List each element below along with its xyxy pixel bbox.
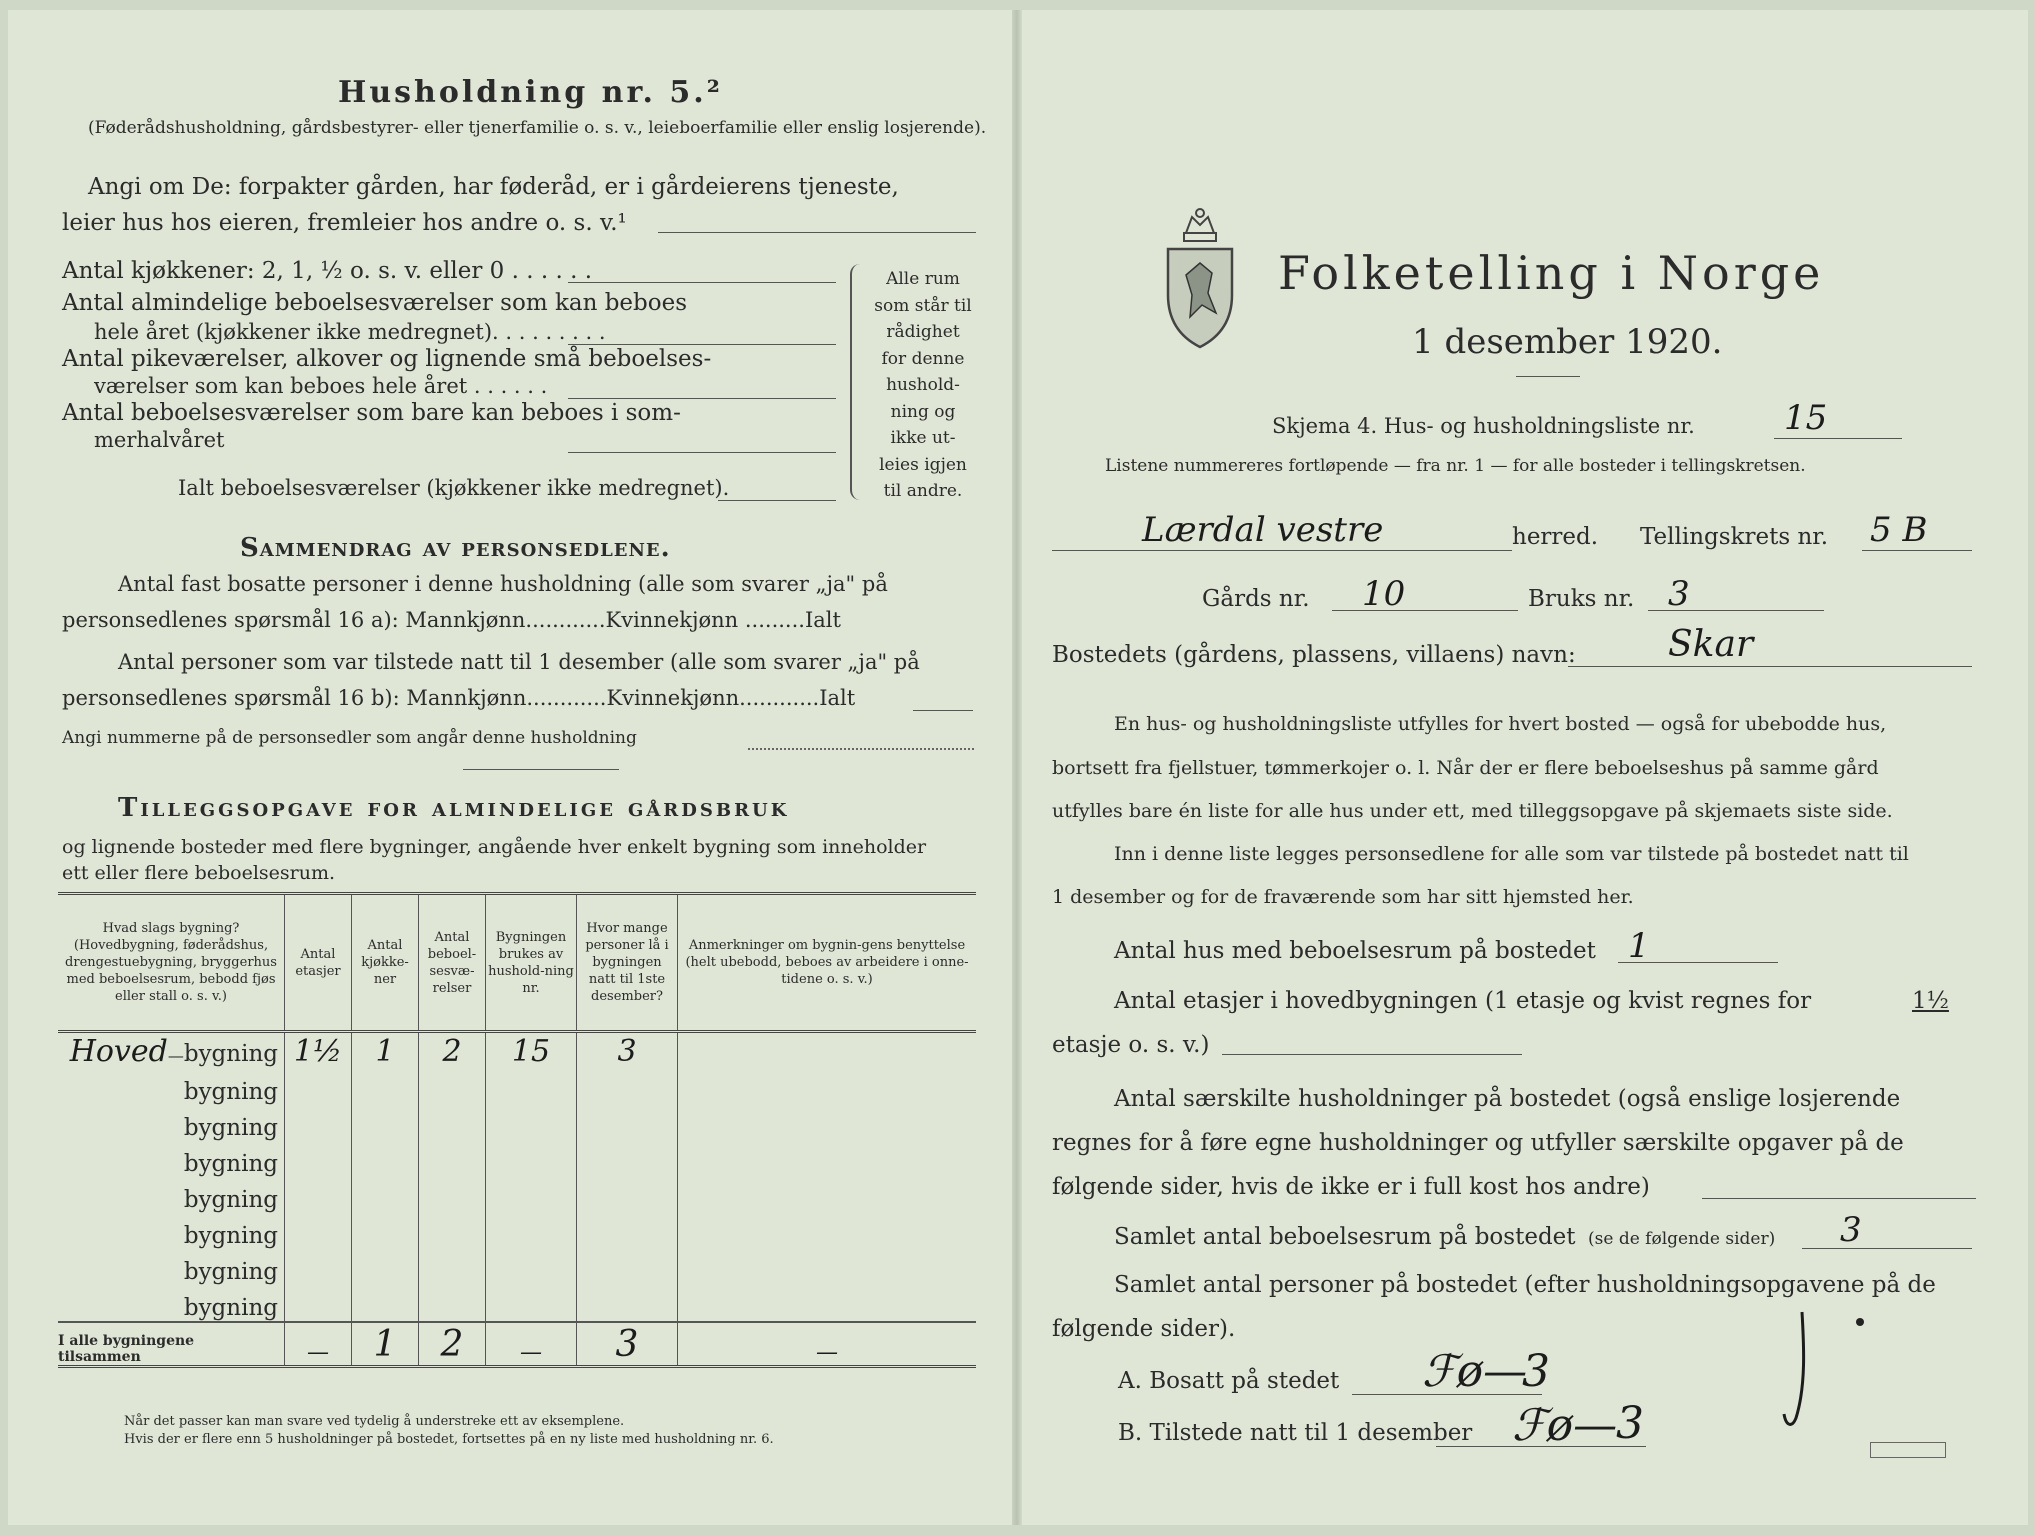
footnote-2: Hvis der er flere enn 5 husholdninger på bostedet, fortsettes på en ny liste med husholdning nr. 6. (124, 1432, 774, 1447)
col-header-kitchens: Antal kjøkke-ner (352, 894, 419, 1032)
col-header-floors: Antal etasjer (285, 894, 352, 1032)
floors-cell[interactable] (285, 1141, 352, 1177)
kitchens-cell[interactable] (352, 1213, 419, 1249)
rooms-3a: Antal beboelsesværelser som bare kan beboes i som- (62, 400, 681, 426)
table-row (58, 1213, 976, 1249)
side-note (868, 266, 978, 505)
total-label: I alle bygningene tilsammen (58, 1332, 195, 1365)
angi-line-2: leier hus hos eieren, fremleier hos andre o. s. v.¹ (62, 210, 627, 236)
building-suffix: bygning (183, 1041, 278, 1067)
form-title: Folketelling i Norge (1278, 246, 1825, 300)
building-type-cell[interactable] (58, 1105, 285, 1141)
herred-label: herred. (1512, 524, 1599, 550)
persons-cell[interactable] (577, 1177, 678, 1213)
rooms-cell[interactable] (419, 1141, 486, 1177)
krets-label: Tellingskrets nr. (1640, 524, 1829, 550)
floors-cell[interactable] (285, 1249, 352, 1285)
rooms-1a: Antal almindelige beboelsesværelser som kan beboes (62, 290, 688, 316)
handwritten-check-mark (1762, 1306, 1822, 1436)
summary-b-total-line[interactable] (913, 710, 973, 711)
building-suffix: bygning (183, 1223, 278, 1249)
instruction-3: utfylles bare én liste for alle hus under ett, med tilleggsopgave på skjemaets siste side. (1052, 800, 1893, 822)
rooms-2b: værelser som kan beboes hele året . . . . . . (94, 374, 548, 398)
rooms-total-answer-line[interactable] (718, 500, 836, 501)
footnote-1: Når det passer kan man svare ved tydelig å understreke ett av eksemplene. (124, 1414, 625, 1429)
side-note-line: Alle rum (886, 269, 960, 289)
present-line (1436, 1446, 1646, 1447)
persons-cell[interactable] (577, 1285, 678, 1322)
q-rooms-value[interactable]: 3 (1840, 1210, 1862, 1250)
household-title: Husholdning nr. 5.² (338, 75, 723, 110)
floors-cell[interactable] (285, 1105, 352, 1141)
q-houses-value[interactable]: 1 (1628, 926, 1650, 966)
rooms-cell[interactable] (419, 1285, 486, 1322)
remarks-cell[interactable] (678, 1285, 977, 1322)
rooms-cell[interactable] (419, 1177, 486, 1213)
schema-label: Skjema 4. Hus- og husholdningsliste nr. (1272, 414, 1695, 438)
instruction-4: Inn i denne liste legges personsedlene for alle som var tilstede på bostedet natt til (1114, 843, 1909, 865)
col-header-remarks: Anmerkninger om bygnin-gens benyttelse (helt ubebodd, beboes av arbeidere i onne-tidene o. s. v.) (678, 894, 977, 1032)
q-floors-line-1: Antal etasjer i hovedbygningen (1 etasje og kvist regnes for (1114, 988, 1812, 1014)
instruction-2: bortsett fra fjellstuer, tømmerkojer o. l. Når der er flere beboelseshus på samme gård (1052, 757, 1879, 779)
kitchens-cell[interactable] (352, 1069, 419, 1105)
household-nr-cell[interactable] (486, 1141, 577, 1177)
building-type-cell[interactable] (58, 1285, 285, 1322)
remarks-cell[interactable] (678, 1105, 977, 1141)
side-note-line: ning og (890, 401, 956, 422)
table-row (58, 1032, 976, 1070)
building-type-cell[interactable] (58, 1213, 285, 1249)
side-note-line: til andre. (883, 481, 963, 501)
q-houses-label: Antal hus med beboelsesrum på bostedet (1114, 938, 1596, 964)
household-nr-cell[interactable] (486, 1285, 577, 1322)
household-nr-cell[interactable] (486, 1069, 577, 1105)
kitchens-cell[interactable]: 1 (352, 1032, 419, 1070)
page-fold (1012, 10, 1022, 1525)
side-note-line: for denne (881, 348, 965, 369)
building-suffix: bygning (183, 1151, 278, 1177)
floors-cell[interactable] (285, 1177, 352, 1213)
instruction-5: 1 desember og for de fraværende som har sitt hjemsted her. (1052, 886, 1634, 908)
remarks-cell[interactable] (678, 1141, 977, 1177)
col-header-building-type: Hvad slags bygning? (Hovedbygning, føderådshus, drengestuebygning, bryggerhus med beboelsesrum, bebodd fjøs eller stall o. s. v.) (65, 921, 277, 1004)
household-nr-cell[interactable] (486, 1249, 577, 1285)
total-household-nr[interactable]: — (486, 1322, 577, 1366)
present-value[interactable]: 3 (1616, 1398, 1644, 1449)
side-note-line: som står til (874, 295, 972, 316)
persons-cell[interactable] (577, 1249, 678, 1285)
kitchens-answer-line[interactable] (568, 282, 836, 283)
kitchens-cell[interactable] (352, 1177, 419, 1213)
rooms-cell[interactable]: 2 (419, 1032, 486, 1070)
kitchens-cell[interactable] (352, 1249, 419, 1285)
total-floors[interactable]: — (285, 1322, 352, 1366)
remarks-cell[interactable] (678, 1069, 977, 1105)
rooms-3b: merhalvåret (94, 428, 225, 452)
building-type-cell[interactable] (58, 1177, 285, 1213)
herred-line (1052, 550, 1512, 551)
kitchens-cell[interactable] (352, 1105, 419, 1141)
building-type-cell[interactable] (58, 1141, 285, 1177)
table-total-row (58, 1322, 976, 1366)
angi-line-1: Angi om De: forpakter gården, har føderåd, er i gårdeierens tjeneste, (88, 174, 899, 200)
table-row (58, 1105, 976, 1141)
resident-strike-mark: ℱø— (1422, 1346, 1528, 1397)
building-suffix: bygning (183, 1079, 278, 1105)
rooms-cell[interactable] (419, 1213, 486, 1249)
side-note-line: ikke ut- (890, 428, 956, 448)
total-kitchens[interactable]: 1 (352, 1322, 419, 1366)
table-row (58, 1285, 976, 1322)
remarks-cell[interactable] (678, 1032, 977, 1070)
persons-cell[interactable] (577, 1141, 678, 1177)
kitchens-cell[interactable] (352, 1285, 419, 1322)
q-rooms-line (1802, 1248, 1972, 1249)
rooms-1b: hele året (kjøkkener ikke medregnet). . . . . . . . . (94, 320, 606, 344)
summary-a-line-1: Antal fast bosatte personer i denne husholdning (alle som svarer „ja" på (118, 572, 888, 596)
gards-label: Gårds nr. (1202, 586, 1310, 612)
resident-value[interactable]: 3 (1522, 1346, 1550, 1397)
household-nr-cell[interactable] (486, 1105, 577, 1141)
q-households-line-1: Antal særskilte husholdninger på bostedet (også enslige losjerende (1114, 1086, 1901, 1112)
col-header-persons: Hvor mange personer lå i bygningen natt til 1ste desember? (577, 894, 678, 1032)
rooms-2-answer-line[interactable] (568, 398, 836, 399)
side-note-brace (850, 264, 866, 500)
instruction-1: En hus- og husholdningsliste utfylles for hvert bosted — også for ubebodde hus, (1114, 713, 1887, 735)
krets-line (1862, 550, 1972, 551)
q-persons-line-1: Samlet antal personer på bostedet (efter husholdningsopgavene på de (1114, 1272, 1936, 1298)
household-nr-cell[interactable] (486, 1213, 577, 1249)
left-page (8, 10, 1012, 1525)
q-houses-line (1618, 962, 1778, 963)
rooms-3-answer-line[interactable] (568, 452, 836, 453)
household-nr-cell[interactable] (486, 1177, 577, 1213)
floors-cell[interactable] (285, 1213, 352, 1249)
supplement-title: Tilleggsopgave for almindelige gårdsbruk (118, 793, 790, 823)
bruks-label: Bruks nr. (1528, 586, 1635, 612)
present-strike-mark: ℱø— (1512, 1400, 1618, 1451)
floors-cell[interactable] (285, 1285, 352, 1322)
herred-value[interactable]: Lærdal vestre (1142, 510, 1384, 550)
building-type-cell[interactable] (58, 1069, 285, 1105)
bosted-value[interactable]: Skar (1668, 624, 1754, 665)
building-suffix: bygning (183, 1187, 278, 1213)
rooms-cell[interactable] (419, 1105, 486, 1141)
rooms-cell[interactable] (419, 1069, 486, 1105)
side-note-line: hushold- (886, 375, 960, 395)
coat-of-arms-icon (1162, 205, 1238, 355)
building-suffix: bygning (183, 1259, 278, 1285)
right-page (1022, 10, 2028, 1525)
q-persons-line-2: følgende sider). (1052, 1316, 1236, 1342)
kitchens-label: Antal kjøkkener: 2, 1, ½ o. s. v. eller 0 . . . . . . (62, 258, 593, 284)
bosted-label: Bostedets (gårdens, plassens, villaens) navn: (1052, 642, 1576, 668)
supplement-text-1: og lignende bosteder med flere bygninger, angående hver enkelt bygning som inneholder (62, 836, 927, 858)
q-rooms-paren: (se de følgende sider) (1588, 1229, 1776, 1249)
buildings-table (58, 892, 976, 1368)
printer-stamp (1870, 1442, 1946, 1458)
q-floors-fraction: 1½ (1912, 988, 1949, 1014)
bruks-line (1648, 610, 1824, 611)
kitchens-cell[interactable] (352, 1141, 419, 1177)
q-households-line-2: regnes for å føre egne husholdninger og utfyller særskilte opgaver på de (1052, 1130, 1904, 1156)
building-type-value: Hoved (69, 1034, 168, 1069)
building-suffix: bygning (183, 1115, 278, 1141)
rooms-1-answer-line[interactable] (568, 344, 836, 345)
title-rule (1516, 376, 1580, 377)
section-divider (463, 769, 619, 770)
summary-b-line-1: Antal personer som var tilstede natt til 1 desember (alle som svarer „ja" på (118, 650, 920, 674)
table-row (58, 1069, 976, 1105)
summary-a-line-2: personsedlenes spørsmål 16 a): Mannkjønn............Kvinnekjønn .........Ialt (62, 608, 841, 632)
remarks-cell[interactable] (678, 1177, 977, 1213)
gards-value[interactable]: 10 (1362, 574, 1406, 614)
table-row (58, 1141, 976, 1177)
floors-cell[interactable]: 1½ (285, 1032, 352, 1070)
persons-cell[interactable] (577, 1069, 678, 1105)
floors-cell[interactable] (285, 1069, 352, 1105)
household-nr-cell[interactable]: 15 (486, 1032, 577, 1070)
summary-numbers-answer-line[interactable] (748, 748, 974, 750)
schema-number[interactable]: 15 (1784, 398, 1828, 438)
ink-dot (1856, 1318, 1864, 1326)
q-floors-answer-line[interactable] (1222, 1054, 1522, 1055)
krets-value[interactable]: 5 B (1870, 510, 1928, 550)
form-date: 1 desember 1920. (1412, 322, 1723, 362)
side-note-line: leies igjen (879, 454, 967, 475)
persons-cell[interactable] (577, 1213, 678, 1249)
total-remarks[interactable]: — (678, 1322, 977, 1366)
q-rooms-label: Samlet antal beboelsesrum på bostedet (1114, 1224, 1576, 1250)
building-suffix: bygning (183, 1295, 278, 1321)
rooms-2a: Antal pikeværelser, alkover og lignende små beboelses- (62, 346, 712, 372)
rooms-cell[interactable] (419, 1249, 486, 1285)
present-label: B. Tilstede natt til 1 desember (1118, 1420, 1473, 1446)
q-households-answer-line[interactable] (1702, 1198, 1976, 1199)
resident-line (1352, 1394, 1542, 1395)
col-header-rooms: Antal beboel-sesvæ-relser (419, 894, 486, 1032)
summary-b-line-2: personsedlenes spørsmål 16 b): Mannkjønn............Kvinnekjønn............Ialt (62, 686, 856, 710)
q-households-line-3: følgende sider, hvis de ikke er i full kost hos andre) (1052, 1174, 1650, 1200)
resident-label: A. Bosatt på stedet (1118, 1368, 1340, 1394)
remarks-cell[interactable] (678, 1249, 977, 1285)
gards-line (1332, 610, 1518, 611)
side-note-line: rådighet (886, 322, 960, 342)
persons-cell[interactable] (577, 1105, 678, 1141)
household-note: (Føderådshusholdning, gårdsbestyrer- eller tjenerfamilie o. s. v., leieboerfamilie eller enslig losjerende). (88, 118, 987, 138)
supplement-text-2: ett eller flere beboelsesrum. (62, 862, 336, 884)
q-floors-line-2: etasje o. s. v.) (1052, 1032, 1210, 1058)
bruks-value[interactable]: 3 (1668, 574, 1690, 614)
building-type-cell[interactable] (58, 1249, 285, 1285)
table-row (58, 1249, 976, 1285)
rooms-total-label: Ialt beboelsesværelser (kjøkkener ikke medregnet). (178, 476, 730, 500)
angi-answer-line[interactable] (658, 232, 976, 233)
col-header-household-nr: Bygningen brukes av hushold-ning nr. (486, 894, 577, 1032)
summary-numbers-label: Angi nummerne på de personsedler som angår denne husholdning (62, 728, 637, 748)
bosted-line (1568, 666, 1972, 667)
schema-number-line (1774, 438, 1902, 439)
table-row (58, 1177, 976, 1213)
persons-cell[interactable]: 3 (577, 1032, 678, 1070)
summary-title: Sammendrag av personsedlene. (240, 533, 671, 563)
total-persons[interactable]: 3 (577, 1322, 678, 1366)
listene-note: Listene nummereres fortløpende — fra nr. 1 — for alle bosteder i tellingskretsen. (1105, 456, 1806, 476)
remarks-cell[interactable] (678, 1213, 977, 1249)
total-rooms[interactable]: 2 (419, 1322, 486, 1366)
building-type-cell[interactable]: Hoved—bygning (69, 1034, 278, 1069)
